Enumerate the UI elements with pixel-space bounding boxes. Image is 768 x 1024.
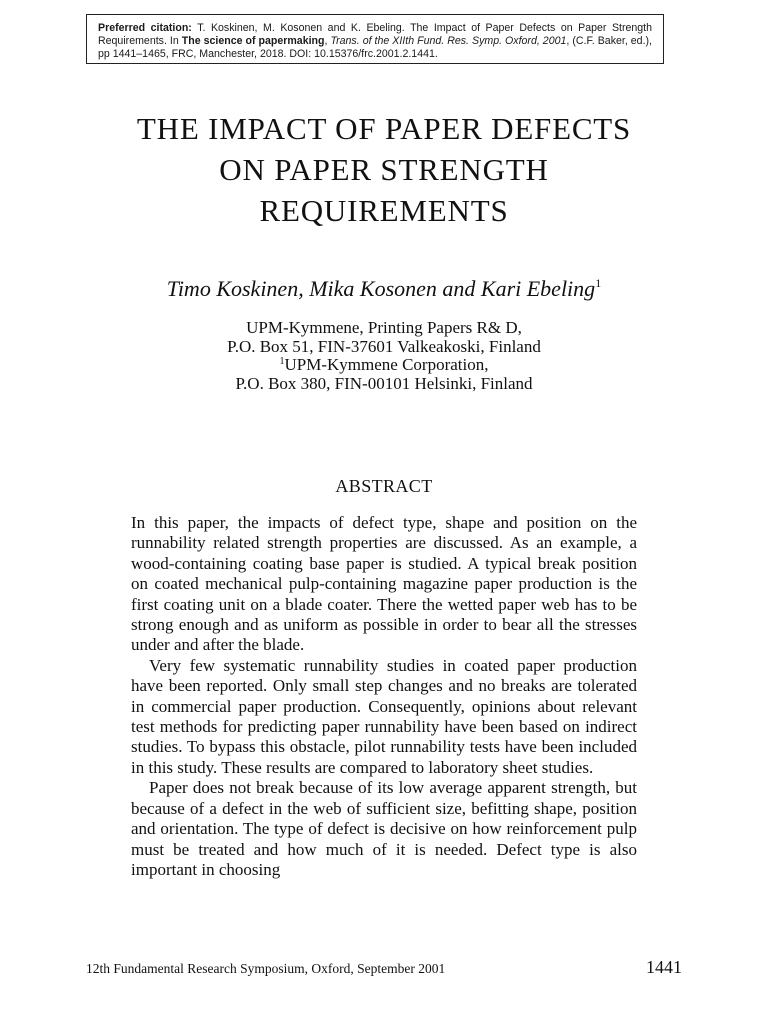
abstract-paragraph: Paper does not break because of its low average apparent strength, but because of a defect in the web of sufficient size, befitting shape, position and orientation. The type of defect is decisive on how reinforcement pulp must be treated and how much of it is needed. Defect type is also important in choosing (131, 778, 637, 879)
abstract-heading: ABSTRACT (335, 476, 433, 496)
affiliation-text: UPM-Kymmene Corporation, (284, 355, 489, 374)
citation-box (86, 14, 664, 64)
paper-title (0, 108, 768, 231)
author-list (0, 274, 768, 304)
citation-book-title: The science of papermaking (181, 35, 325, 48)
affiliations (0, 319, 768, 393)
page-number: 1441 (646, 957, 682, 977)
title-line: THE IMPACT OF PAPER DEFECTS (136, 111, 632, 146)
author-names: Timo Koskinen, Mika Kosonen and Kari Ebeling (166, 276, 596, 301)
abstract-paragraph: Very few systematic runnability studies in coated paper production have been reported. Only small step changes and no breaks are tolerated in commercial paper production. Consequently, opinions about relevant test methods for predicting paper runnability have been based on indirect studies. To bypass this obstacle, pilot runnability tests have been included in this study. These results are compared to laboratory sheet studies. (131, 655, 637, 777)
affiliation-marker: 1 (595, 276, 602, 290)
citation-text: T. Koskinen, M. Kosonen and K. Ebeling. The Impact of Paper Defects on Paper Strength Requirements. In (98, 22, 652, 48)
affiliation-line (0, 356, 768, 375)
affiliation-line: UPM-Kymmene, Printing Papers R& D, (246, 318, 522, 337)
conference-footer: 12th Fundamental Research Symposium, Oxford, September 2001 (86, 961, 446, 976)
citation-text: , (C.F. Baker, ed.), pp 1441–1465, FRC, Manchester, 2018. DOI: 10.15376/frc.2001.2.1441. (98, 35, 652, 61)
citation-series: Trans. of the XIIth Fund. Res. Symp. Oxford, 2001 (330, 35, 567, 48)
citation-label: Preferred citation: (98, 22, 192, 34)
abstract-paragraph: In this paper, the impacts of defect type, shape and position on the runnability related strength properties are discussed. As an example, a wood-containing coating base paper is studied. A typical break position on coated mechanical pulp-containing magazine paper production is the first coating unit on a blade coater. There the wetted paper web has to be strong enough and as uniform as possible in order to bear all the stresses under and after the blade. (131, 513, 637, 655)
affiliation-marker: 1 (279, 356, 285, 367)
affiliation-line: P.O. Box 51, FIN-37601 Valkeakoski, Finland (227, 336, 541, 356)
affiliation-line: P.O. Box 380, FIN-00101 Helsinki, Finland (235, 373, 533, 393)
title-line: REQUIREMENTS (259, 193, 509, 228)
citation-text: , (324, 35, 331, 48)
title-line: ON PAPER STRENGTH (219, 152, 549, 187)
abstract-body (131, 513, 637, 880)
